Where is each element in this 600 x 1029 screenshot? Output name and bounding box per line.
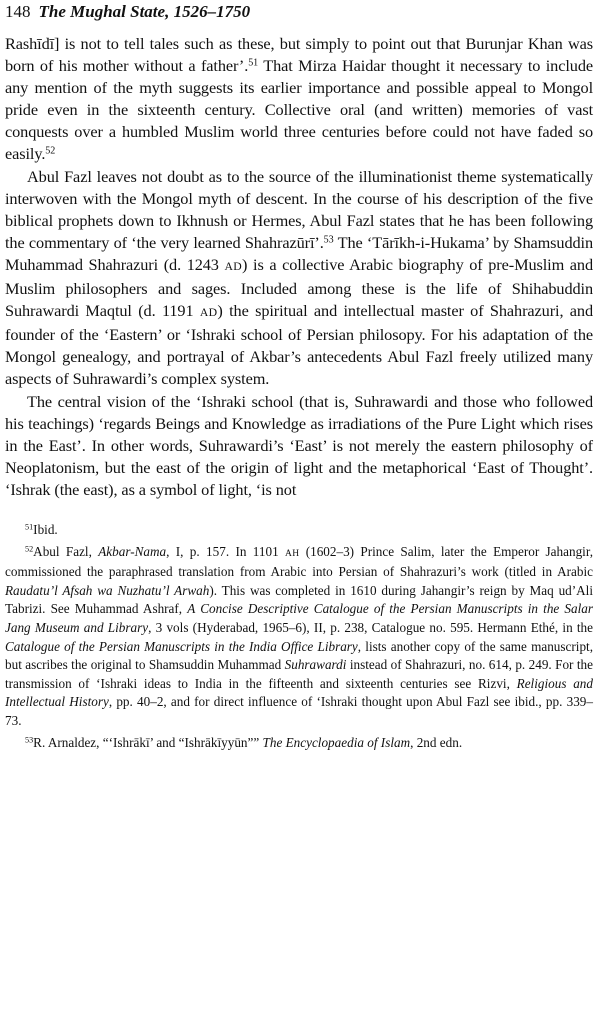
cited-title: Raudatu’l Afsah wa Nuzhatu’l Arwah — [5, 582, 210, 598]
p1-text-b: That Mirza Haidar thought it necessary to include any mention of the myth suggests its earlier importance and possible appeal to Mongol pride even in the sixteenth century. Collective oral (and written) memories of vast conquests over a humbled Muslim world three centuries before could not have faded so easily. — [5, 56, 593, 164]
footnote-text: (1602–3) Prince Salim, later the Emperor Jahangir, commissioned the paraphrased translation from Arabic into Persian of Shahrazuri’s work (titled in Arabic — [5, 543, 593, 580]
running-head — [5, 0, 593, 27]
cited-title: Akbar-Nama — [98, 543, 167, 559]
p2-text-2: The ‘Tārīkh-i-Hukama’ by Shamsuddin Muhammad Shahrazuri (d. 1243 — [5, 232, 593, 274]
era-abbrev-ad: AD — [224, 259, 243, 273]
cited-title: A Concise Descriptive Catalogue of the Persian Manuscripts in the Salar Jang Museum and Library — [5, 601, 593, 635]
footnote-text: R. Arnaldez, “‘Ishrākī’ and “Ishrākīyyūn”” — [33, 734, 263, 750]
footnote-text: , 2nd edn. — [410, 734, 463, 750]
footnote-text: ). This was completed in 1610 during Jahangir’s reign by Maq ud’Ali Tabrizi. See Muhammad Ashraf, — [5, 582, 593, 617]
footnote-text: instead of Shahrazuri, no. 614, p. 249. For the transmission of ‘Ishraki ideas to India in the fifteenth and sixteenth centuries see Rizvi, — [5, 657, 593, 691]
footnotes — [5, 521, 593, 752]
running-title: The Mughal State, 1526–1750 — [38, 2, 251, 21]
paragraph-2 — [5, 166, 593, 391]
footnote-text: , pp. 40–2, and for direct influence of ‘Ishraki thought upon Abul Fazl see ibid., pp. 339–73. — [5, 694, 593, 728]
footnote-ref-53[interactable]: 53 — [323, 234, 334, 246]
cited-title: Religious and Intellectual History — [5, 675, 593, 710]
paragraph-3 — [5, 391, 593, 501]
footnote-51 — [5, 521, 593, 540]
cited-title: The Encyclopaedia of Islam — [262, 734, 411, 750]
era-abbrev-ah: AH — [285, 548, 300, 559]
main-text — [5, 33, 593, 501]
page-number: 148 — [5, 2, 31, 21]
p2-text-4: ) the spiritual and intellectual master of Shahrazuri, and founder of the ‘Eastern’ or ‘Ishraki school of Persian philosopy. For his adaptation of the Mongol genealogy, and portrayal of Akbar’s antecedents Abul Fazl freely utilized many aspects of Suhrawardi’s complex system. — [5, 301, 593, 389]
paragraph-1 — [5, 33, 593, 166]
era-abbrev-ad: AD — [199, 306, 218, 320]
p1-text-a: Rashīdī] is not to tell tales such as these, but simply to point out that Burunjar Khan was born of his mother without a father’. — [5, 34, 593, 76]
footnote-text: , lists another copy of the same manuscript, but ascribes the original to Shamsuddin Muhammad — [5, 638, 593, 673]
footnote-text: , 3 vols (Hyderabad, 1965–6), II, p. 238, Catalogue no. 595. Hermann Ethé, in the — [148, 619, 594, 635]
cited-title: Catalogue of the Persian Manuscripts in the India Office Library — [5, 638, 358, 654]
cited-name: Suhrawardi — [284, 657, 347, 673]
footnote-52 — [5, 543, 593, 731]
p2-text-1: Abul Fazl leaves not doubt as to the source of the illuminationist theme systematically interwoven with the Mongol myth of descent. In the course of his description of the five biblical prophets down to Ikhnush or Hermes, Abul Fazl states that he has been following the commentary of ‘the very learned Shahrazūrī’. — [5, 166, 593, 252]
p2-text-3: ) is a collective Arabic biography of pre-Muslim and Muslim philosophers and sages. Included among these is the life of Shihabuddin Suhrawardi Maqtul (d. 1191 — [5, 254, 594, 321]
footnote-ref-52[interactable]: 52 — [45, 145, 56, 157]
p3-text-1: The central vision of the ‘Ishraki school (that is, Suhrawardi and those who followed his teachings) ‘regards Beings and Knowledge as irradiations of the Pure Light which rises in the East’. In other words, Suhrawardi’s ‘East’ is not merely the eastern philosophy of Neoplatonism, but the east of the origin of light and the metaphorical ‘East of Thought’. ‘Ishrak (the east), as a symbol of light, ‘is not — [5, 391, 593, 499]
footnote-text: Abul Fazl, — [33, 543, 99, 559]
footnote-number: 52 — [25, 544, 34, 554]
footnote-number: 53 — [25, 735, 34, 744]
footnote-53 — [5, 734, 593, 753]
footnote-ref-51[interactable]: 51 — [248, 57, 259, 69]
footnote-text: , I, p. 157. In 1101 — [166, 543, 286, 559]
footnote-number: 51 — [25, 522, 34, 532]
footnote-text: Ibid. — [33, 521, 58, 537]
